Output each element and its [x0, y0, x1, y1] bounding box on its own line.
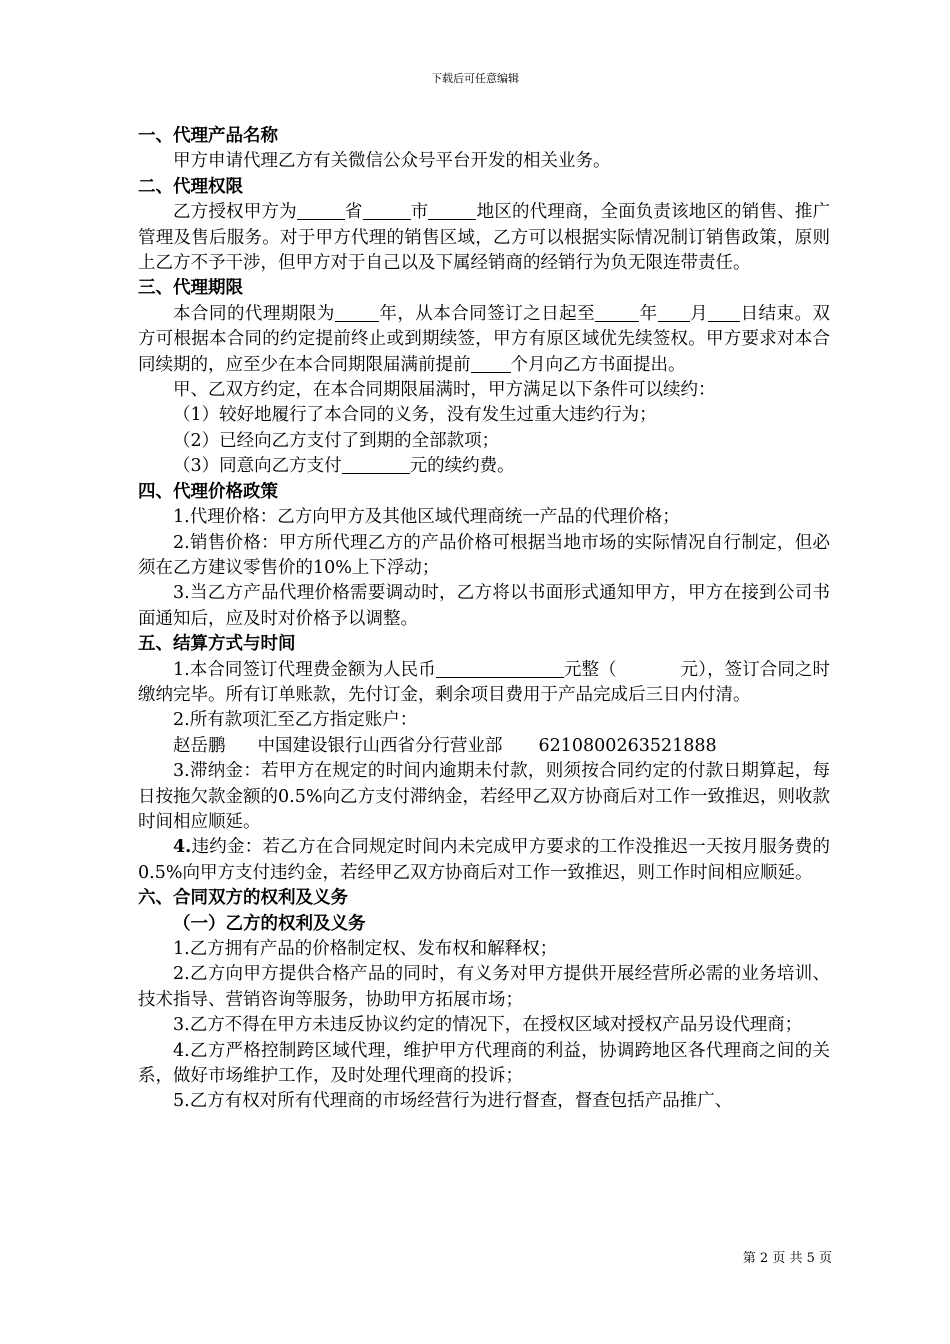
paragraph: 2.销售价格：甲方所代理乙方的产品价格可根据当地市场的实际情况自行制定，但必须在乙方建议零售价的10%上下浮动；: [138, 532, 830, 578]
blank-province: [297, 201, 345, 220]
section-title-6: 六、合同双方的权利及义务: [138, 888, 348, 909]
account-info: [138, 734, 830, 759]
section-title-1: 一、代理产品名称: [138, 126, 278, 146]
text-run: （3）同意向乙方支付: [173, 456, 342, 477]
text-run: 乙方授权甲方为: [173, 202, 297, 223]
text-run: 4.: [173, 837, 192, 858]
account-holder: 赵岳鹏: [173, 735, 226, 756]
list-item: [138, 454, 830, 479]
paragraph: 2.所有款项汇至乙方指定账户：: [173, 710, 418, 731]
text-run: 元的续约费。: [409, 456, 515, 477]
section-title-3: 三、代理期限: [138, 278, 243, 299]
paragraph: 1.代理价格：乙方向甲方及其他区域代理商统一产品的代理价格；: [173, 507, 680, 528]
subsection-title: （一）乙方的权利及义务: [173, 913, 366, 934]
blank-city: [363, 201, 411, 220]
paragraph: 5.乙方有权对所有代理商的市场经营行为进行督查，督查包括产品推广、: [173, 1091, 733, 1112]
page-header: 下载后可任意编辑: [431, 72, 519, 85]
section-title-2: 二、代理权限: [138, 176, 243, 197]
paragraph: 3.滞纳金：若甲方在规定的时间内逾期未付款，则须按合同约定的付款日期算起，每日按拖欠款金额的0.5%向乙方支付滞纳金，若经甲乙双方协商后对工作一致推迟，则收款时间相应顺延。: [138, 761, 830, 832]
blank-months: [471, 353, 511, 372]
blank-end-month: [658, 302, 690, 321]
blank-renewal-fee: [342, 455, 410, 474]
list-item: （1）较好地履行了本合同的义务，没有发生过重大违约行为；: [173, 405, 657, 426]
text-run: 个月向乙方书面提出。: [510, 354, 686, 375]
paragraph: [138, 835, 830, 886]
section-title-5: 五、结算方式与时间: [138, 634, 296, 655]
text-run: 本合同的代理期限为: [173, 303, 335, 324]
account-number: 6210800263521888: [538, 735, 717, 756]
text-run: 元），签订合同之时缴纳完毕。所有订单账款，先付订金，剩余项目费用于产品完成后三日内付清。: [138, 659, 831, 705]
blank-years: [335, 302, 379, 321]
paragraph: 甲方申请代理乙方有关微信公众号平台开发的相关业务。: [173, 151, 611, 172]
text-run: 年，从本合同签订之日起至: [378, 303, 596, 324]
text-run: 违约金：若乙方在合同规定时间内未完成甲方要求的工作没推迟一天按月服务费的0.5%向甲方支付违约金，若经甲乙双方协商后对工作一致推迟，则工作时间相应顺延。: [138, 837, 830, 883]
blank-fee-amount: [436, 658, 564, 677]
paragraph: [138, 200, 830, 276]
paragraph: 4.乙方严格控制跨区域代理，维护甲方代理商的利益，协调跨地区各代理商之间的关系，做好市场维护工作，及时处理代理商的投诉；: [138, 1040, 830, 1087]
text-run: 元整（: [563, 659, 617, 680]
text-run: 地区的代理商，全面负责该地区的销售、推广管理及售后服务。对于甲方代理的销售区域，乙方可以根据实际情况制订销售政策，原则上乙方不予干涉，但甲方对于自己以及下属经销商的经销行为负无限连带责任。: [138, 202, 831, 274]
text-run: 省: [344, 202, 363, 223]
text-run: 1.本合同签订代理费金额为人民币: [173, 659, 436, 680]
paragraph: 甲、乙双方约定，在本合同期限届满时，甲方满足以下条件可以续约：: [173, 380, 716, 401]
text-run: 日结束。双方可根据本合同的约定提前终止或到期续签，甲方有原区域优先续签权。甲方要求对本合同续期的，应至少在本合同期限届满前提前: [138, 303, 831, 375]
contract-body: [138, 124, 830, 1115]
page-number: 第 2 页 共 5 页: [742, 1251, 832, 1266]
paragraph: [138, 302, 830, 378]
paragraph: 3.当乙方产品代理价格需要调动时，乙方将以书面形式通知甲方，甲方在接到公司书面通知后，应及时对价格予以调整。: [138, 583, 830, 629]
account-bank: 中国建设银行山西省分行营业部: [257, 735, 503, 756]
paragraph: [138, 658, 830, 709]
paragraph: 1.乙方拥有产品的价格制定权、发布权和解释权；: [173, 939, 558, 959]
paragraph: 2.乙方向甲方提供合格产品的同时，有义务对甲方提供开展经营所必需的业务培训、技术指导、营销咨询等服务，协助甲方拓展市场；: [138, 964, 830, 1010]
text-run: 年: [639, 303, 658, 324]
blank-end-day: [708, 302, 740, 321]
blank-end-year: [595, 302, 639, 321]
list-item: （2）已经向乙方支付了到期的全部款项；: [173, 430, 500, 451]
blank-region: [428, 201, 476, 220]
text-run: 市: [410, 202, 429, 223]
text-run: 月: [689, 303, 709, 324]
paragraph: 3.乙方不得在甲方未违反协议约定的情况下，在授权区域对授权产品另设代理商；: [173, 1015, 803, 1036]
section-title-4: 四、代理价格政策: [138, 481, 278, 502]
